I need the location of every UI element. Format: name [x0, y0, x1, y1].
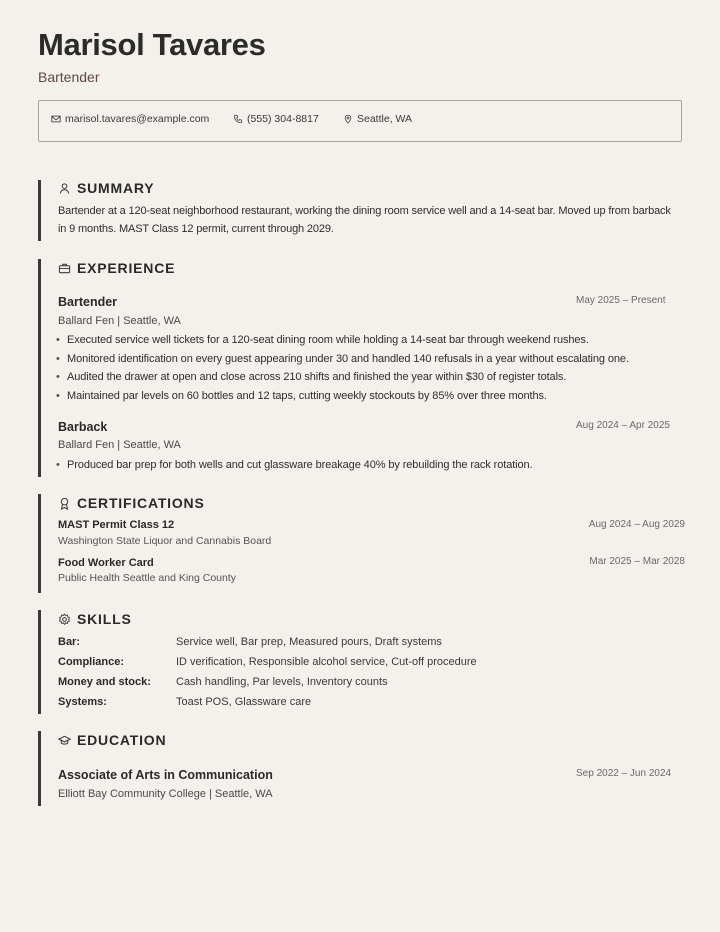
job-org: Ballard Fen | Seattle, WA — [58, 315, 181, 327]
skills-heading — [58, 611, 132, 627]
cert-title: Food Worker Card — [58, 557, 154, 569]
gear-icon — [58, 613, 71, 626]
skill-label: Compliance: — [58, 656, 125, 668]
certifications-heading-text: CERTIFICATIONS — [77, 495, 205, 511]
education-heading — [58, 732, 166, 748]
summary-line: in 9 months. MAST Class 12 permit, current through 2029. — [58, 223, 334, 235]
cert-dates: Aug 2024 – Aug 2029 — [588, 519, 685, 530]
skill-value: Toast POS, Glassware care — [176, 696, 312, 708]
person-icon — [58, 182, 71, 195]
cert-org: Washington State Liquor and Cannabis Board — [58, 535, 272, 547]
job-bullet: • Maintained par levels on 60 bottles and 12 taps, cutting weekly stockouts by 85% over three months. — [67, 389, 547, 403]
cert-org: Public Health Seattle and King County — [58, 572, 237, 584]
cert-dates: Mar 2025 – Mar 2028 — [589, 556, 685, 567]
location-pin-icon — [343, 114, 353, 124]
degree-title: Associate of Arts in Communication — [58, 768, 273, 782]
skill-label: Money and stock: — [58, 676, 151, 688]
skill-value: Service well, Bar prep, Measured pours, Draft systems — [176, 636, 442, 648]
contact-bar — [38, 100, 682, 142]
briefcase-icon — [58, 262, 71, 275]
education-dates: Sep 2022 – Jun 2024 — [576, 768, 672, 779]
candidate-title: Bartender — [38, 69, 100, 85]
job-bullet: • Audited the drawer at open and close across 210 shifts and finished the year within $30 of register totals. — [67, 370, 566, 384]
skills-heading-text: SKILLS — [77, 611, 132, 627]
summary-section — [38, 180, 687, 241]
contact-email[interactable] — [51, 112, 209, 126]
award-ribbon-icon — [58, 497, 71, 510]
education-heading-text: EDUCATION — [77, 732, 167, 748]
education-section — [38, 731, 687, 806]
certifications-section — [38, 494, 687, 593]
email-text: marisol.tavares@example.com — [65, 113, 210, 125]
candidate-name: Marisol Tavares — [38, 27, 266, 62]
job-title: Barback — [58, 420, 108, 434]
skill-label: Bar: — [58, 636, 81, 648]
phone-icon — [233, 114, 243, 124]
experience-section — [38, 259, 687, 477]
job-bullet: • Executed service well tickets for a 120-seat dining room while holding a 14-seat bar through weekend rushes. — [67, 333, 589, 347]
skill-label: Systems: — [58, 696, 107, 708]
summary-line: Bartender at a 120-seat neighborhood restaurant, working the dining room service well and a 14-seat bar. Moved up from barback — [58, 205, 671, 217]
graduation-cap-icon — [58, 734, 71, 747]
job-dates: May 2025 – Present — [576, 295, 666, 306]
school-name: Elliott Bay Community College | Seattle, WA — [58, 788, 273, 800]
summary-heading — [58, 180, 154, 196]
experience-heading — [58, 260, 175, 276]
summary-heading-text: SUMMARY — [77, 180, 155, 196]
contact-location — [343, 112, 412, 126]
summary-text — [58, 202, 686, 238]
contact-phone[interactable] — [233, 112, 319, 126]
certifications-heading — [58, 495, 205, 511]
location-text: Seattle, WA — [357, 113, 413, 125]
mail-icon — [51, 114, 61, 124]
job-org: Ballard Fen | Seattle, WA — [58, 439, 181, 451]
job-bullet: • Monitored identification on every guest appearing under 30 and handled 140 refusals in a year without escalating one. — [67, 352, 629, 366]
phone-text: (555) 304-8817 — [247, 113, 319, 125]
job-bullet: • Produced bar prep for both wells and cut glassware breakage 40% by rebuilding the rack rotation. — [67, 458, 533, 472]
experience-heading-text: EXPERIENCE — [77, 260, 176, 276]
skills-section — [38, 610, 687, 714]
skill-value: Cash handling, Par levels, Inventory counts — [176, 676, 388, 688]
skill-value: ID verification, Responsible alcohol service, Cut-off procedure — [176, 656, 477, 668]
cert-title: MAST Permit Class 12 — [58, 519, 175, 531]
job-dates: Aug 2024 – Apr 2025 — [576, 420, 670, 431]
job-title: Bartender — [58, 295, 118, 309]
